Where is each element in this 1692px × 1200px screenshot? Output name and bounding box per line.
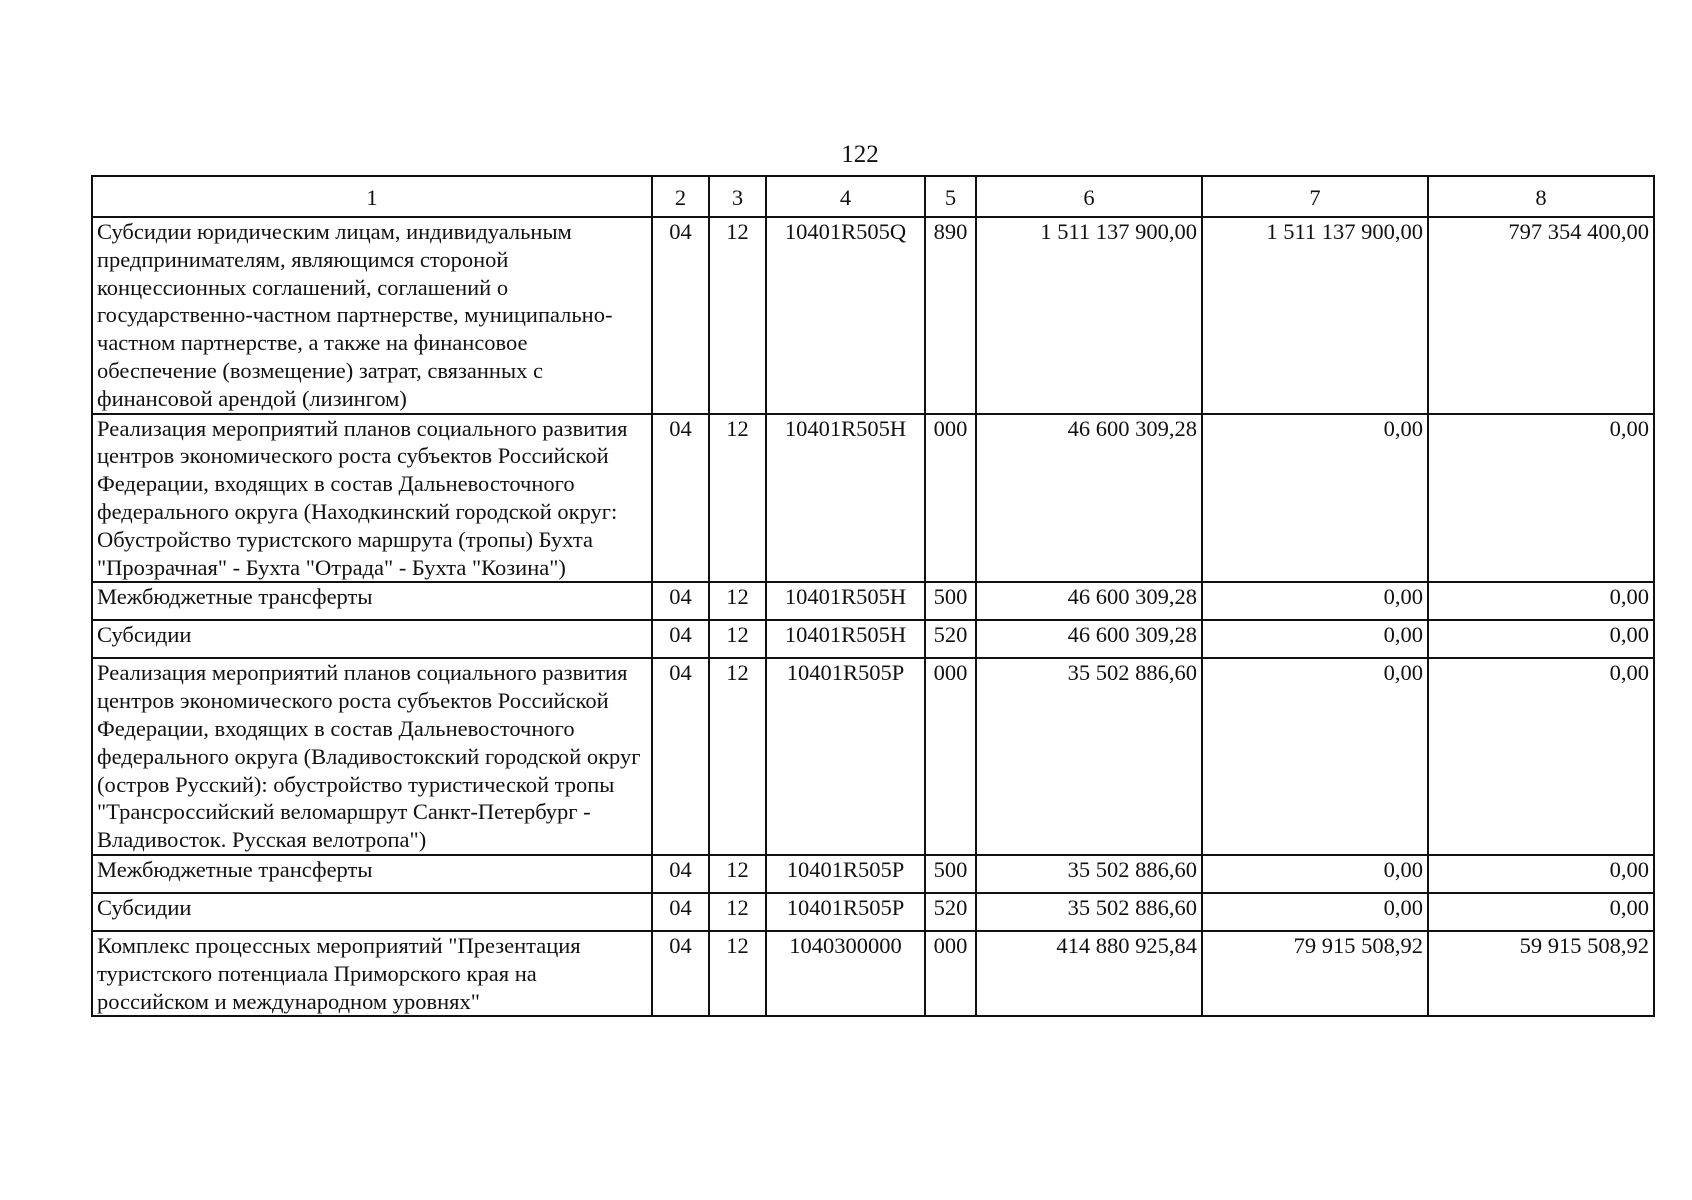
row-amount-6: 46 600 309,28 [976, 582, 1202, 620]
row-section-code: 04 [652, 658, 709, 855]
row-amount-8: 797 354 400,00 [1428, 217, 1654, 414]
row-name: Субсидии юридическим лицам, индивидуальным предпринимателям, являющимся стороной концессионных соглашений, соглашений о государственно-частном партнерстве, муниципально-частном партнерстве, а также на финансовое обеспечение (возмещение) затрат, связанных с финансовой арендой (лизингом) [92, 217, 652, 414]
row-expense-type: 000 [925, 931, 976, 1016]
row-subsection-code: 12 [709, 931, 766, 1016]
row-amount-6: 35 502 886,60 [976, 855, 1202, 893]
row-amount-7: 0,00 [1202, 582, 1428, 620]
row-amount-7: 0,00 [1202, 855, 1428, 893]
row-amount-7: 79 915 508,92 [1202, 931, 1428, 1016]
page-number: 122 [841, 141, 879, 168]
row-target-code: 10401R505Q [766, 217, 925, 414]
row-name: Реализация мероприятий планов социального развития центров экономического роста субъектов Российской Федерации, входящих в состав Дальневосточного федерального округа (Владивостокский городской округ (остров Русский): обустройство туристической тропы "Трансроссийский веломаршрут Санкт-Петербург - Владивосток. Русская велотропа") [92, 658, 652, 855]
row-amount-6: 1 511 137 900,00 [976, 217, 1202, 414]
row-expense-type: 890 [925, 217, 976, 414]
row-section-code: 04 [652, 414, 709, 583]
column-header: 4 [766, 176, 925, 217]
column-header: 1 [92, 176, 652, 217]
row-name: Комплекс процессных мероприятий "Презентация туристского потенциала Приморского края на российском и международном уровнях" [92, 931, 652, 1016]
table-row [92, 414, 1654, 583]
row-expense-type: 000 [925, 658, 976, 855]
row-name: Субсидии [92, 620, 652, 658]
row-subsection-code: 12 [709, 217, 766, 414]
table-row [92, 658, 1654, 855]
row-subsection-code: 12 [709, 582, 766, 620]
header-row [92, 176, 1654, 217]
column-header: 6 [976, 176, 1202, 217]
table-row [92, 893, 1654, 931]
table-row [92, 582, 1654, 620]
row-amount-8: 0,00 [1428, 620, 1654, 658]
row-amount-7: 1 511 137 900,00 [1202, 217, 1428, 414]
row-amount-6: 35 502 886,60 [976, 658, 1202, 855]
column-header: 3 [709, 176, 766, 217]
row-section-code: 04 [652, 620, 709, 658]
table-row [92, 855, 1654, 893]
row-amount-6: 414 880 925,84 [976, 931, 1202, 1016]
row-section-code: 04 [652, 931, 709, 1016]
row-target-code: 10401R505H [766, 620, 925, 658]
row-subsection-code: 12 [709, 620, 766, 658]
row-target-code: 1040300000 [766, 931, 925, 1016]
table-row [92, 931, 1654, 1016]
row-amount-7: 0,00 [1202, 620, 1428, 658]
row-section-code: 04 [652, 217, 709, 414]
row-amount-7: 0,00 [1202, 893, 1428, 931]
row-name: Межбюджетные трансферты [92, 582, 652, 620]
row-expense-type: 520 [925, 893, 976, 931]
row-amount-8: 0,00 [1428, 582, 1654, 620]
row-amount-8: 0,00 [1428, 855, 1654, 893]
row-section-code: 04 [652, 855, 709, 893]
row-amount-7: 0,00 [1202, 414, 1428, 583]
row-amount-8: 0,00 [1428, 414, 1654, 583]
row-target-code: 10401R505H [766, 582, 925, 620]
row-expense-type: 520 [925, 620, 976, 658]
row-amount-6: 46 600 309,28 [976, 620, 1202, 658]
row-subsection-code: 12 [709, 893, 766, 931]
column-header: 8 [1428, 176, 1654, 217]
row-name: Реализация мероприятий планов социального развития центров экономического роста субъектов Российской Федерации, входящих в состав Дальневосточного федерального округа (Находкинский городской округ: Обустройство туристского маршрута (тропы) Бухта "Прозрачная" - Бухта "Отрада" - Бухта "Козина") [92, 414, 652, 583]
row-name: Субсидии [92, 893, 652, 931]
table-row [92, 217, 1654, 414]
column-header: 7 [1202, 176, 1428, 217]
row-section-code: 04 [652, 582, 709, 620]
row-amount-6: 46 600 309,28 [976, 414, 1202, 583]
row-amount-6: 35 502 886,60 [976, 893, 1202, 931]
row-expense-type: 500 [925, 582, 976, 620]
row-expense-type: 000 [925, 414, 976, 583]
row-amount-8: 0,00 [1428, 893, 1654, 931]
row-target-code: 10401R505P [766, 893, 925, 931]
row-expense-type: 500 [925, 855, 976, 893]
row-subsection-code: 12 [709, 855, 766, 893]
row-subsection-code: 12 [709, 658, 766, 855]
row-amount-8: 59 915 508,92 [1428, 931, 1654, 1016]
row-name: Межбюджетные трансферты [92, 855, 652, 893]
budget-table [91, 175, 1655, 1017]
column-header: 2 [652, 176, 709, 217]
table-row [92, 620, 1654, 658]
row-section-code: 04 [652, 893, 709, 931]
row-amount-7: 0,00 [1202, 658, 1428, 855]
row-subsection-code: 12 [709, 414, 766, 583]
row-target-code: 10401R505P [766, 855, 925, 893]
row-target-code: 10401R505P [766, 658, 925, 855]
row-target-code: 10401R505H [766, 414, 925, 583]
row-amount-8: 0,00 [1428, 658, 1654, 855]
column-header: 5 [925, 176, 976, 217]
